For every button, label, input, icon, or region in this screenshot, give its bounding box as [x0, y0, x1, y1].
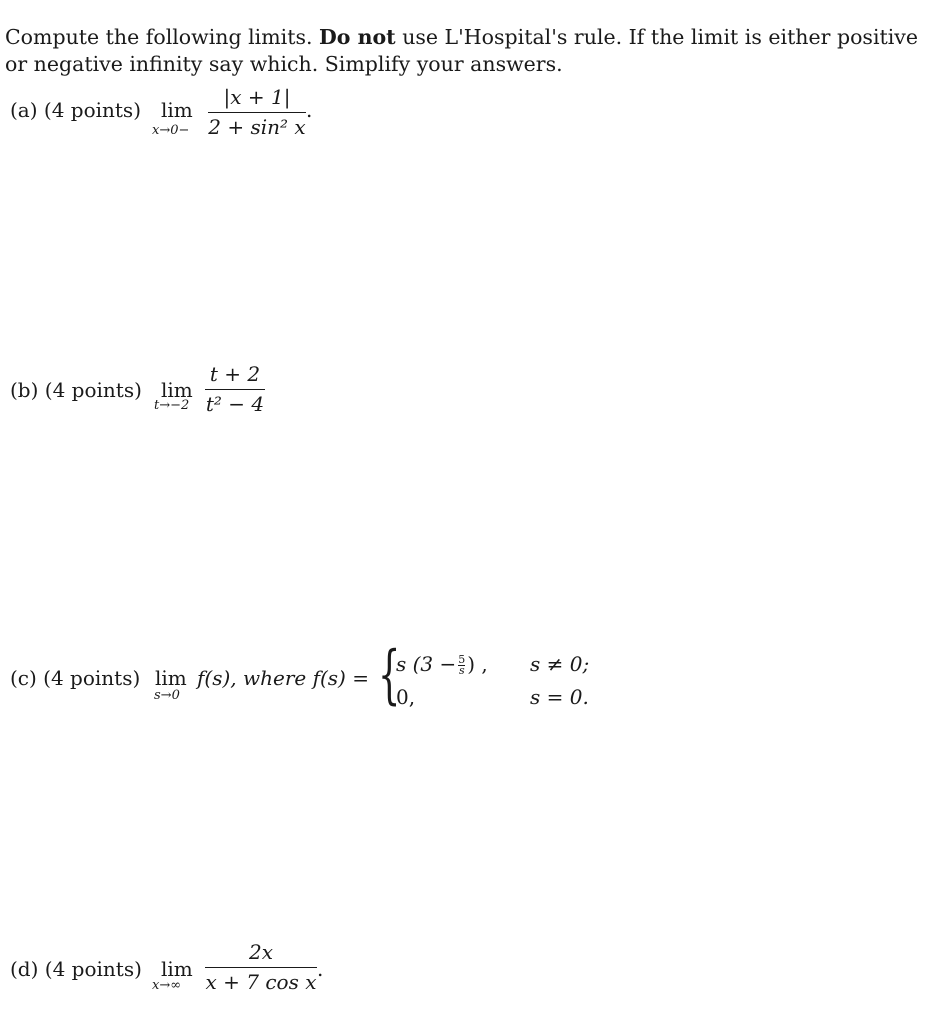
problem-points: (4 points)	[43, 666, 141, 690]
problem-label: (b)	[10, 378, 39, 402]
cases-brace: {	[378, 638, 401, 712]
instructions-part2: use L'Hospital's rule. If the limit is either positive or negative infinity say which. Simplify your answers.	[5, 25, 919, 76]
problem-points: (4 points)	[44, 957, 142, 981]
instructions	[5, 24, 925, 78]
problem-label: (c)	[10, 666, 37, 690]
case-1-expression: s (3 − $\frac{5}{s}$ ) ,	[396, 652, 488, 677]
fraction	[208, 85, 306, 139]
case-2-expression: 0,	[396, 685, 416, 709]
denominator: 2 + sin² x	[208, 115, 306, 139]
case-1-condition: s ≠ 0;	[530, 652, 590, 676]
problem-label: (a)	[10, 98, 38, 122]
case-1-fraction: $\frac{5}{s}$	[458, 653, 466, 677]
fraction	[205, 940, 317, 994]
denominator: t² − 4	[205, 392, 265, 416]
problem-label: (d)	[10, 957, 39, 981]
fraction	[205, 362, 265, 416]
lim-operator: lim	[161, 378, 193, 402]
numerator: t + 2	[209, 362, 261, 386]
end-punct: .	[317, 957, 324, 981]
problem-points: (4 points)	[44, 378, 142, 402]
lim-subscript: x→0−	[152, 123, 190, 138]
instructions-bold: Do not	[319, 25, 396, 49]
lim-operator: lim	[155, 666, 187, 690]
lim-subscript: s→0	[154, 688, 180, 703]
end-punct: .	[306, 98, 313, 122]
problem-points: (4 points)	[43, 98, 141, 122]
denominator: x + 7 cos x	[205, 970, 317, 994]
function-expression: f(s), where f(s) =	[197, 666, 369, 690]
numerator: 2x	[248, 940, 273, 964]
numerator: |x + 1|	[223, 85, 291, 109]
lim-subscript: t→−2	[154, 398, 190, 413]
lim-operator: lim	[161, 98, 193, 122]
case-2-condition: s = 0.	[530, 685, 589, 709]
lim-operator: lim	[161, 957, 193, 981]
lim-subscript: x→∞	[152, 978, 182, 993]
instructions-part1: Compute the following limits.	[5, 25, 313, 49]
